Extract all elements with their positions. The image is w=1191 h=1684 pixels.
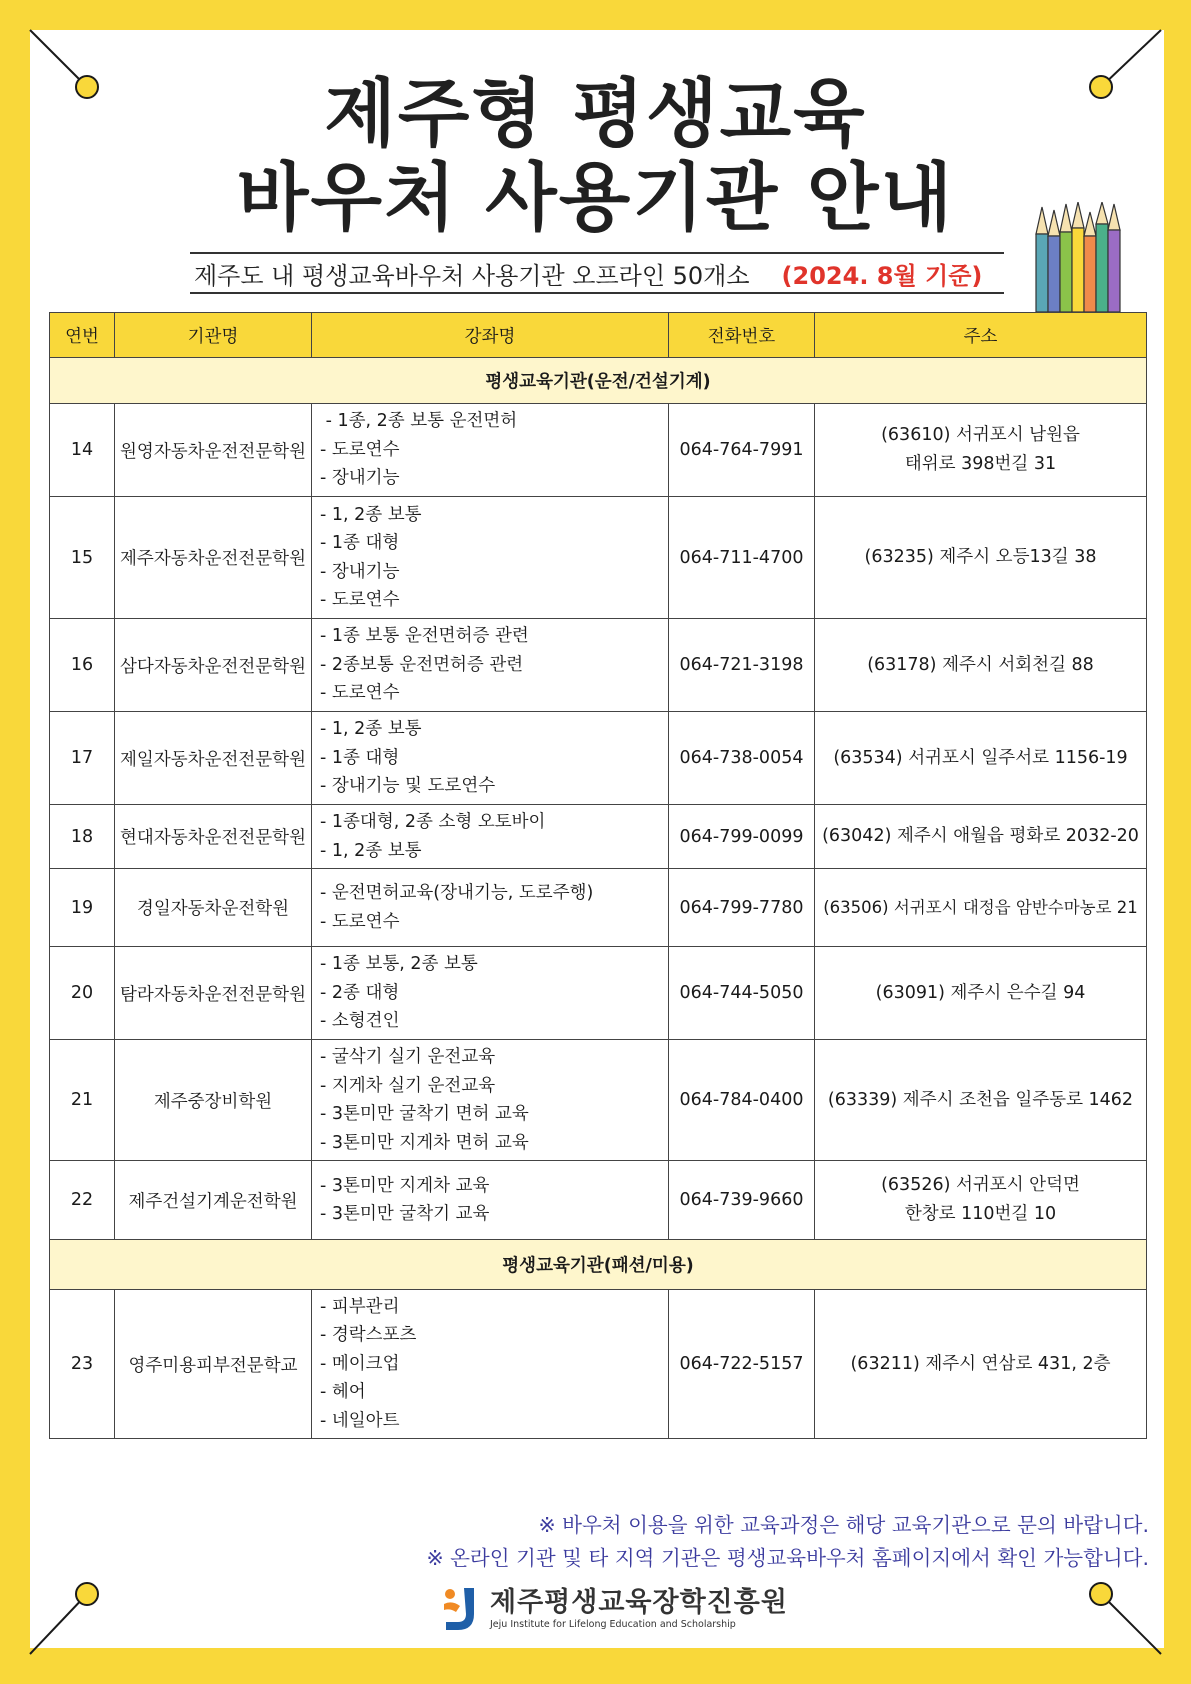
row-org: 영주미용피부전문학교 — [115, 1290, 312, 1439]
footnote: ※ 바우처 이용을 위한 교육과정은 해당 교육기관으로 문의 바랍니다. — [538, 1513, 1149, 1537]
course-item: - 2종 대형 — [320, 982, 400, 1003]
logo-name-en: Jeju Institute for Lifelong Education and Scholarship — [490, 1619, 736, 1630]
row-address — [815, 1040, 1147, 1161]
table-row — [50, 712, 1147, 805]
table-row — [50, 947, 1147, 1040]
row-address — [815, 619, 1147, 712]
course-item: - 피부관리 — [320, 1296, 400, 1317]
course-item: - 장내기능 — [320, 561, 400, 582]
address-line: (63211) 제주시 연삼로 431, 2층 — [850, 1353, 1111, 1374]
subtitle-text: 제주도 내 평생교육바우처 사용기관 오프라인 50개소 — [194, 261, 750, 290]
row-phone: 064-722-5157 — [669, 1290, 815, 1439]
section-title: 평생교육기관(운전/건설기계) — [50, 358, 1147, 404]
institution-table — [49, 312, 1147, 1439]
address-line: (63534) 서귀포시 일주서로 1156-19 — [833, 747, 1128, 768]
table-row — [50, 1161, 1147, 1240]
section-row — [50, 1240, 1147, 1290]
course-item: - 네일아트 — [320, 1410, 400, 1431]
course-item: - 도로연수 — [320, 911, 400, 932]
section-title: 평생교육기관(패션/미용) — [50, 1240, 1147, 1290]
header-no: 연번 — [50, 313, 115, 358]
row-address — [815, 1290, 1147, 1439]
table-row — [50, 1040, 1147, 1161]
row-address — [815, 869, 1147, 947]
row-courses — [312, 1161, 669, 1240]
course-item: - 3톤미만 굴착기 면허 교육 — [320, 1104, 529, 1124]
course-item: - 도로연수 — [320, 439, 400, 460]
row-no: 22 — [50, 1161, 115, 1240]
address-line: (63091) 제주시 은수길 94 — [875, 982, 1086, 1003]
row-courses — [312, 805, 669, 869]
row-address — [815, 404, 1147, 497]
row-phone: 064-799-7780 — [669, 869, 815, 947]
course-item: - 1종 보통 운전면허증 관련 — [320, 626, 529, 647]
row-org: 경일자동차운전학원 — [115, 869, 312, 947]
course-item: - 1종대형, 2종 소형 오토바이 — [320, 812, 546, 832]
course-item: - 1, 2종 보통 — [320, 840, 422, 861]
row-courses — [312, 497, 669, 619]
basis-date: (2024. 8월 기준) — [781, 261, 983, 290]
table-row — [50, 1290, 1147, 1439]
course-item: - 3톤미만 지게차 교육 — [320, 1175, 490, 1196]
row-org: 제주건설기계운전학원 — [115, 1161, 312, 1240]
course-item: - 1, 2종 보통 — [320, 504, 422, 525]
table-row — [50, 619, 1147, 712]
row-courses — [312, 1290, 669, 1439]
table-row — [50, 404, 1147, 497]
row-no: 19 — [50, 869, 115, 947]
course-item: - 1종 보통, 2종 보통 — [320, 954, 478, 975]
row-org: 삼다자동차운전전문학원 — [115, 619, 312, 712]
institute-logo — [440, 1584, 788, 1634]
jeju-institute-logo-icon — [440, 1584, 482, 1634]
course-item: - 굴삭기 실기 운전교육 — [320, 1047, 496, 1067]
course-item: - 도로연수 — [320, 683, 400, 704]
footnote: ※ 온라인 기관 및 타 지역 기관은 평생교육바우처 홈페이지에서 확인 가능합니다. — [426, 1546, 1149, 1570]
course-item: - 소형견인 — [320, 1011, 400, 1032]
row-org: 제주자동차운전전문학원 — [115, 497, 312, 619]
address-line: (63610) 서귀포시 남원읍 — [881, 425, 1080, 445]
row-no: 21 — [50, 1040, 115, 1161]
address-line: (63506) 서귀포시 대정읍 암반수마농로 21 — [823, 898, 1138, 917]
address-line: (63339) 제주시 조천읍 일주동로 1462 — [827, 1089, 1134, 1110]
row-courses — [312, 404, 669, 497]
row-no: 18 — [50, 805, 115, 869]
course-item: - 헤어 — [320, 1382, 366, 1403]
table-row — [50, 805, 1147, 869]
address-line: (63042) 제주시 애월읍 평화로 2032-20 — [822, 826, 1139, 846]
row-courses — [312, 869, 669, 947]
course-item: - 장내기능 — [320, 468, 400, 489]
row-courses — [312, 1040, 669, 1161]
row-phone: 064-721-3198 — [669, 619, 815, 712]
table-header-row — [50, 313, 1147, 358]
course-item: - 운전면허교육(장내기능, 도로주행) — [320, 883, 594, 903]
row-no: 20 — [50, 947, 115, 1040]
course-item: - 도로연수 — [320, 590, 400, 610]
course-item: - 경락스포츠 — [320, 1325, 417, 1346]
address-line: (63526) 서귀포시 안덕면 — [881, 1175, 1080, 1195]
header-phone: 전화번호 — [669, 313, 815, 358]
row-phone: 064-784-0400 — [669, 1040, 815, 1161]
row-org: 제주중장비학원 — [115, 1040, 312, 1161]
course-item: - 1종 대형 — [320, 533, 400, 553]
address-line: 태위로 398번길 31 — [904, 454, 1057, 474]
course-item: - 3톤미만 지게차 면허 교육 — [320, 1132, 529, 1153]
table-row — [50, 497, 1147, 619]
pencils-icon — [1034, 202, 1134, 312]
row-address — [815, 712, 1147, 805]
course-item: - 메이크업 — [320, 1353, 400, 1374]
table-row — [50, 869, 1147, 947]
row-org: 탐라자동차운전전문학원 — [115, 947, 312, 1040]
row-address — [815, 805, 1147, 869]
row-org: 현대자동차운전전문학원 — [115, 805, 312, 869]
row-phone: 064-744-5050 — [669, 947, 815, 1040]
course-item: - 1종 대형 — [320, 747, 400, 768]
row-no: 23 — [50, 1290, 115, 1439]
row-courses — [312, 947, 669, 1040]
row-org: 제일자동차운전전문학원 — [115, 712, 312, 805]
row-no: 15 — [50, 497, 115, 619]
address-line: (63235) 제주시 오등13길 38 — [864, 547, 1097, 567]
row-courses — [312, 712, 669, 805]
row-no: 14 — [50, 404, 115, 497]
row-courses — [312, 619, 669, 712]
row-address — [815, 497, 1147, 619]
row-phone: 064-711-4700 — [669, 497, 815, 619]
row-phone: 064-799-0099 — [669, 805, 815, 869]
page-title-line1: 제주형 평생교육 — [324, 71, 867, 157]
course-item: - 장내기능 및 도로연수 — [320, 776, 496, 797]
logo-name-ko: 제주평생교육장학진흥원 — [490, 1587, 788, 1618]
course-item: - 1종, 2종 보통 운전면허 — [320, 411, 518, 432]
course-item: - 3톤미만 굴착기 교육 — [320, 1204, 490, 1224]
footnotes — [426, 1509, 1149, 1575]
course-item: - 지게차 실기 운전교육 — [320, 1075, 496, 1096]
subtitle-bar — [190, 252, 1004, 294]
row-address — [815, 947, 1147, 1040]
section-row — [50, 358, 1147, 404]
page-title-line2: 바우처 사용기관 안내 — [237, 155, 954, 241]
row-org: 원영자동차운전전문학원 — [115, 404, 312, 497]
header-org: 기관명 — [115, 313, 312, 358]
row-no: 16 — [50, 619, 115, 712]
header-address: 주소 — [815, 313, 1147, 358]
course-item: - 2종보통 운전면허증 관련 — [320, 654, 524, 675]
course-item: - 1, 2종 보통 — [320, 719, 422, 740]
row-phone: 064-738-0054 — [669, 712, 815, 805]
row-no: 17 — [50, 712, 115, 805]
row-phone: 064-739-9660 — [669, 1161, 815, 1240]
address-line: (63178) 제주시 서회천길 88 — [867, 654, 1094, 675]
header-courses: 강좌명 — [312, 313, 669, 358]
row-address — [815, 1161, 1147, 1240]
row-phone: 064-764-7991 — [669, 404, 815, 497]
address-line: 한창로 110번길 10 — [904, 1204, 1057, 1224]
